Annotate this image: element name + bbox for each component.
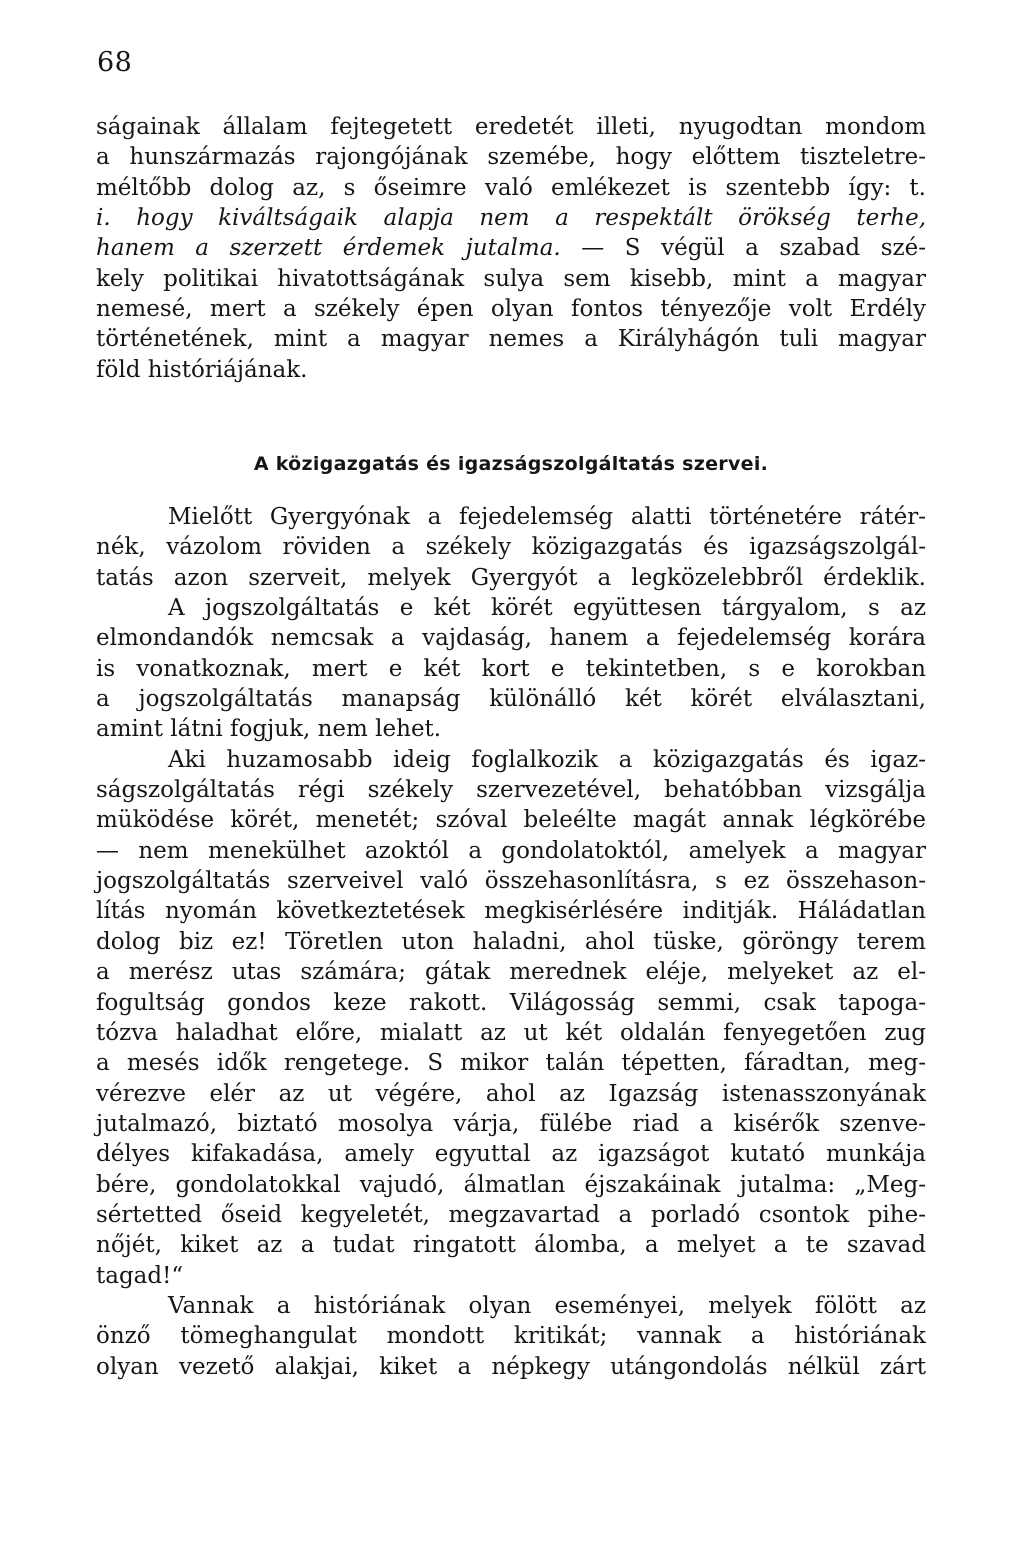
text-line: a mesés idők rengetege. S mikor talán tépetten, fáradtan, meg-: [96, 1050, 926, 1077]
text-line: tatás azon szerveit, melyek Gyergyót a legközelebbről érdeklik.: [96, 564, 926, 591]
text-line: nőjét, kiket az a tudat ringatott álomba, a melyet a te szavad: [96, 1232, 926, 1259]
text-line: a hunszármazás rajongójának szemébe, hogy előttem tiszteletre-: [96, 144, 926, 171]
text-line: tagad!“: [96, 1262, 184, 1289]
text-line: bére, gondolatokkal vajudó, álmatlan éjszakáinak jutalma: „Meg-: [96, 1171, 926, 1198]
text-line: kely politikai hivatottságának sulya sem kisebb, mint a magyar: [96, 265, 926, 292]
text-line: olyan vezető alakjai, kiket a népkegy utángondolás nélkül zárt: [96, 1353, 926, 1380]
text-line: i. hogy kiváltságaik alapja nem a respektált örökség terhe,: [96, 205, 926, 232]
text-line: dolog biz ez! Töretlen uton haladni, ahol tüske, göröngy terem: [96, 928, 926, 955]
text-line: Aki huzamosabb ideig foglalkozik a közigazgatás és igaz-: [168, 746, 926, 773]
text-line: Vannak a históriának olyan eseményei, melyek fölött az: [168, 1292, 926, 1319]
paragraph-continuation: [96, 112, 926, 385]
text-line: a jogszolgáltatás manapság különálló két körét elválasztani,: [96, 686, 926, 713]
text-line: nék, vázolom röviden a székely közigazgatás és igazságszolgál-: [96, 534, 926, 561]
section-body: [96, 502, 926, 1382]
text-line: fogultság gondos keze rakott. Világosság semmi, csak tapoga-: [96, 989, 926, 1016]
section-heading: A közigazgatás és igazságszolgáltatás szervei.: [253, 453, 769, 475]
text-line: jutalmazó, biztató mosolya várja, fülébe riad a kisérők szenve-: [96, 1110, 926, 1137]
italic-phrase: hanem a szerzett érdemek jutalma.: [96, 235, 561, 262]
text-line: vérezve elér az ut végére, ahol az Igazság istenasszonyának: [96, 1080, 926, 1107]
page-number: 68: [97, 47, 133, 78]
text-line: ságszolgáltatás régi székely szervezetével, behatóbban vizsgálja: [96, 777, 926, 804]
text-line: önző tömeghangulat mondott kritikát; vannak a históriának: [96, 1323, 926, 1350]
text-line: nemesé, mert a székely épen olyan fontos tényezője volt Erdély: [96, 296, 926, 323]
text-line: [96, 233, 926, 263]
text-line: elmondandók nemcsak a vajdaság, hanem a fejedelemség korára: [96, 625, 926, 652]
text-line: méltőbb dolog az, s őseimre való emlékezet is szentebb így: t.: [96, 174, 926, 201]
text-line: ságainak állalam fejtegetett eredetét illeti, nyugodtan mondom: [96, 114, 926, 140]
text-line: müködése körét, menetét; szóval beleélte magát annak légkörébe: [96, 807, 926, 834]
text-line: amint látni fogjuk, nem lehet.: [96, 716, 442, 743]
text-line: — nem menekülhet azoktól a gondolatoktól, amelyek a magyar: [96, 837, 926, 864]
text-segment: — S végül a szabad szé-: [560, 235, 926, 262]
text-line: a merész utas számára; gátak merednek eléje, melyeket az el-: [96, 959, 926, 986]
text-line: A jogszolgáltatás e két körét együttesen tárgyalom, s az: [168, 595, 926, 622]
text-line: is vonatkoznak, mert e két kort e tekintetben, s e korokban: [96, 655, 926, 682]
text-line: sértetted őseid kegyeletét, megzavartad a porladó csontok pihe-: [96, 1201, 926, 1228]
text-line: délyes kifakadása, amely egyuttal az igazságot kutató munkája: [96, 1141, 926, 1168]
text-line: történetének, mint a magyar nemes a Királyhágón tuli magyar: [96, 326, 926, 353]
text-line: jogszolgáltatás szerveivel való összehasonlításra, s ez összehason-: [96, 868, 926, 895]
text-line: lítás nyomán következtetések megkisérlésére inditják. Háládatlan: [96, 898, 926, 925]
text-line: föld históriájának.: [96, 356, 308, 383]
text-line: tózva haladhat előre, mialatt az ut két oldalán fenyegetően zug: [96, 1019, 926, 1046]
text-line: Mielőtt Gyergyónak a fejedelemség alatti történetére rátér-: [168, 504, 926, 530]
